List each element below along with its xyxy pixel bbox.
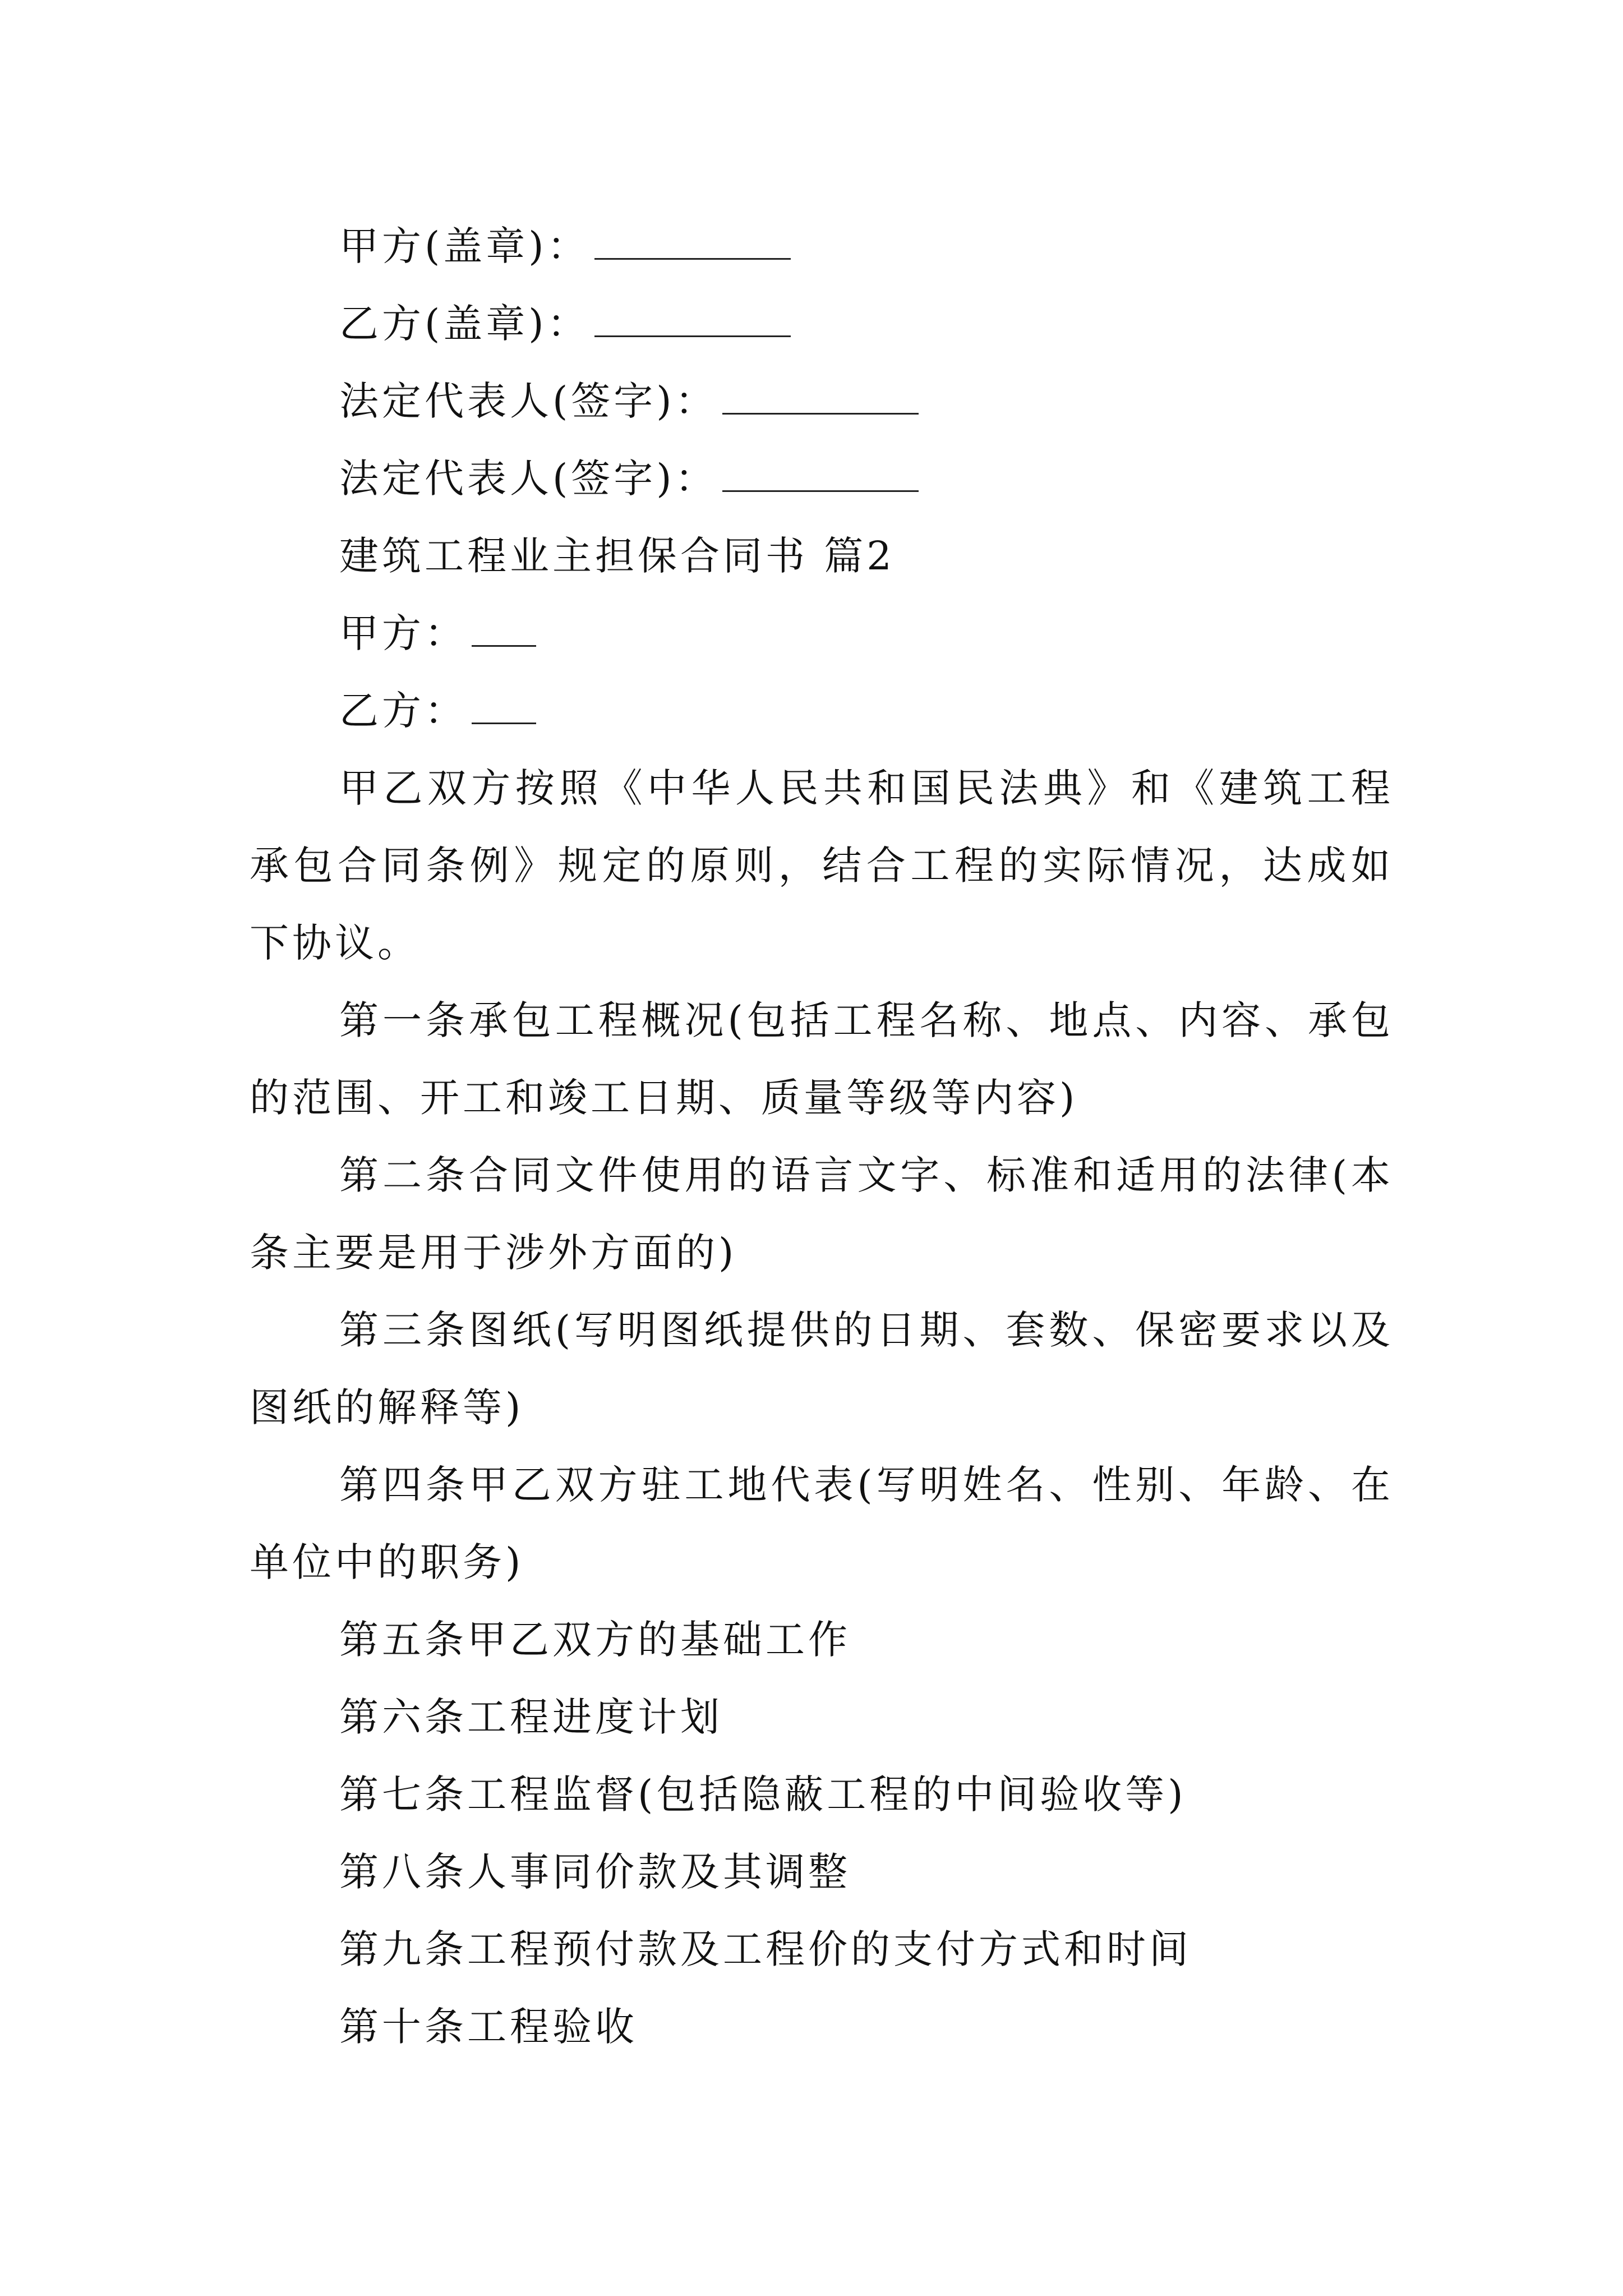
article-10: 第十条工程验收 [339,2004,638,2050]
document-body [250,208,1394,2065]
article-1: 第一条承包工程概况(包括工程名称、地点、内容、承包的范围、开工和竣工日期、质量等级等内容) [250,997,1394,1121]
article-8: 第八条人事同价款及其调整 [339,1849,851,1895]
signature-blank [594,230,791,260]
party-label: 乙方： [339,688,467,734]
article-2: 第二条合同文件使用的语言文字、标准和适用的法律(本条主要是用于涉外方面的) [250,1152,1394,1276]
section-title: 建筑工程业主担保合同书 篇2 [339,533,895,579]
article-7: 第七条工程监督(包括隐蔽工程的中间验收等) [339,1772,1187,1818]
signature-blank [594,307,791,337]
party-blank [472,617,536,647]
signature-line-party-a [250,208,1394,285]
party-blank [472,694,536,724]
signature-label: 乙方(盖章)： [339,301,590,347]
signature-blank [722,462,919,492]
article-9: 第九条工程预付款及工程价的支付方式和时间 [339,1926,1192,1972]
intro-paragraph: 甲乙双方按照《中华人民共和国民法典》和《建筑工程承包合同条例》规定的原则，结合工程的实际情况，达成如下协议。 [250,765,1394,966]
signature-blank [722,385,919,415]
article-6: 第六条工程进度计划 [339,1694,723,1740]
article-4: 第四条甲乙双方驻工地代表(写明姓名、性别、年龄、在单位中的职务) [250,1462,1394,1585]
party-label: 甲方： [339,610,467,656]
signature-line-party-b [250,285,1394,362]
signature-line-legal-rep-a [250,362,1394,440]
party-line-a [250,595,1394,672]
article-3: 第三条图纸(写明图纸提供的日期、套数、保密要求以及图纸的解释等) [250,1307,1394,1430]
signature-label: 甲方(盖章)： [339,223,590,269]
signature-line-legal-rep-b [250,440,1394,517]
article-5: 第五条甲乙双方的基础工作 [339,1617,851,1663]
signature-label: 法定代表人(签字)： [339,455,718,501]
party-line-b [250,672,1394,749]
signature-label: 法定代表人(签字)： [339,378,718,424]
